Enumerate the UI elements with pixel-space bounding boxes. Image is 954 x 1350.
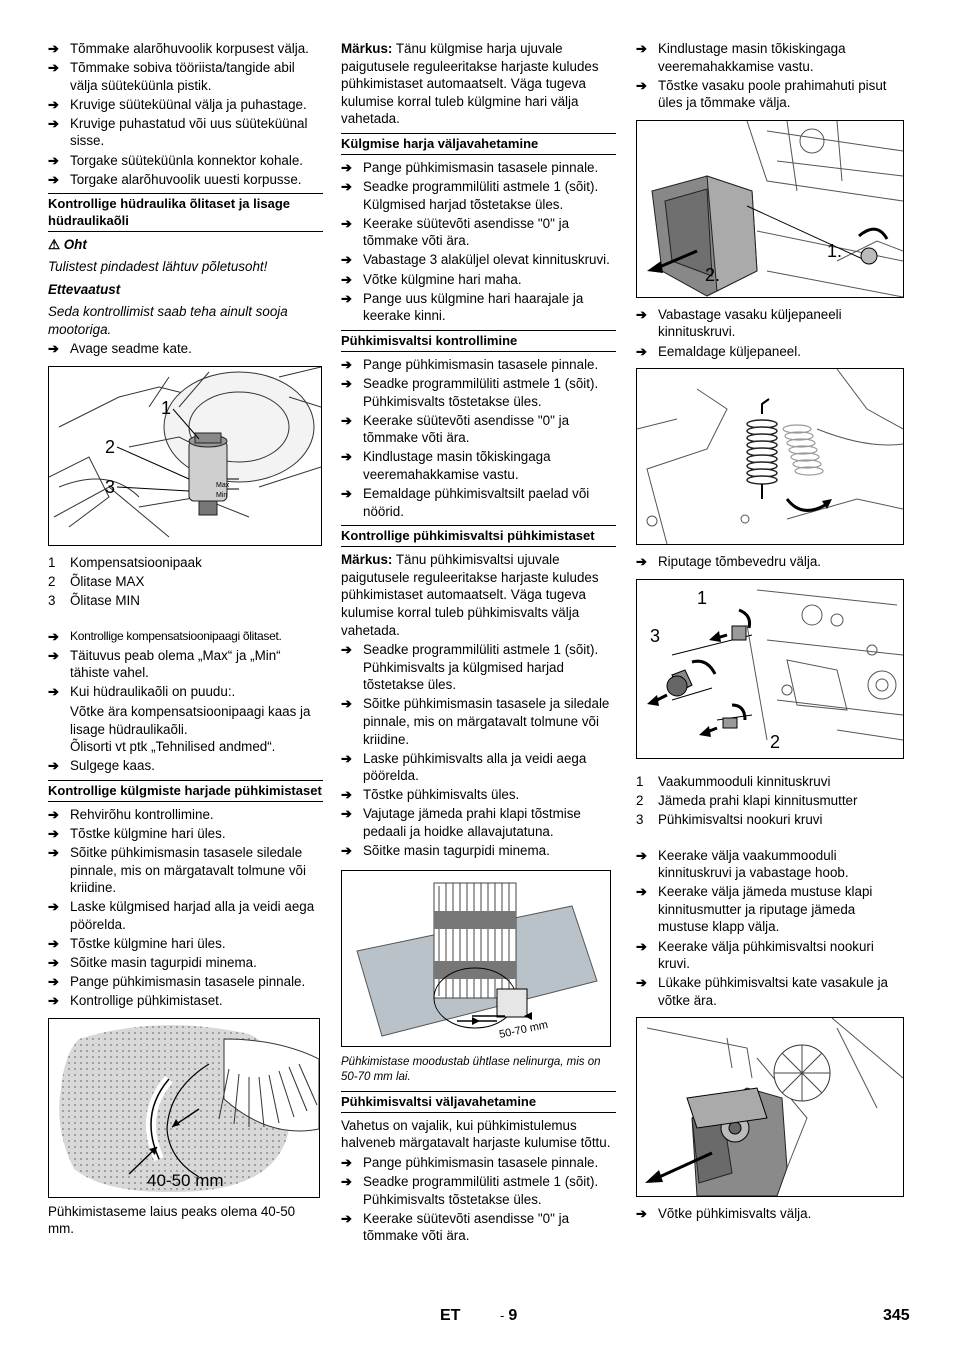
arrow-right-icon: ➔ (341, 215, 352, 231)
arrow-right-icon: ➔ (341, 159, 352, 175)
arrow-right-icon: ➔ (48, 647, 59, 663)
arrow-right-icon: ➔ (341, 179, 352, 195)
step-item: ➔ Avage seadme kate. (48, 341, 192, 357)
arrow-right-icon: ➔ (48, 936, 59, 951)
figure-compensation-tank (48, 366, 322, 546)
step-item: ➔ Tõstke külgmine hari üles. (48, 936, 226, 951)
arrow-right-icon: ➔ (341, 1174, 352, 1190)
step-item: ➔ Keerake süütevõti asendisse "0" ja tõmmake võti ära. (341, 1210, 570, 1244)
arrow-right-icon: ➔ (48, 115, 59, 131)
fig-label-40-50: 40-50 mm (147, 1170, 224, 1190)
step-item: ➔ Torgake süüteküünla konnektor kohale. (48, 152, 304, 168)
fig-label-3: 3 (650, 625, 661, 646)
step-item: ➔ Kindlustage masin tõkiskingaga veeremahakkamise vastu. (636, 41, 846, 74)
arrow-right-icon: ➔ (48, 60, 59, 76)
arrow-right-icon: ➔ (48, 152, 59, 168)
figure-caption: Pühkimistaseme laius peaks olema 40-50 mm. (48, 1203, 296, 1237)
danger-text: Tulistest pindadest lähtuv põletusoht! (48, 258, 268, 274)
arrow-right-icon: ➔ (636, 41, 647, 56)
section-heading-hydraulic: Kontrollige hüdraulika õlitaset ja lisage hüdraulikaõli (48, 193, 323, 232)
arrow-right-icon: ➔ (636, 975, 647, 991)
step-item: ➔ Torgake alarõhuvoolik uuesti korpusse. (48, 171, 302, 187)
legend-item: 2 Õlitase MAX (48, 573, 145, 589)
step-item: ➔ Täituvus peab olema „Max“ ja „Min“ tähiste vahel. (48, 647, 281, 681)
page-number: 345 (883, 1307, 910, 1324)
arrow-right-icon: ➔ (341, 375, 352, 391)
arrow-right-icon: ➔ (341, 271, 352, 287)
fig-label-min: Min (216, 491, 228, 499)
step-item: ➔ Keerake süütevõti asendisse "0" ja tõmmake võti ära. (341, 412, 570, 446)
fig-label-2: 2 (105, 436, 116, 457)
arrow-right-icon: ➔ (48, 899, 59, 915)
arrow-right-icon: ➔ (48, 806, 59, 822)
arrow-right-icon: ➔ (48, 974, 59, 990)
step-item: ➔ Sulgege kaas. (48, 758, 155, 774)
fig-label-2: 2 (770, 731, 781, 752)
step-item: ➔ Seadke programmilüliti astmele 1 (sõit). Pühkimisvalts ja külgmised harjad tõstetakse üles. (341, 642, 599, 693)
legend-item: 1 Kompensatsioonipaak (48, 554, 202, 570)
section-heading-side-brush: Kontrollige külgmiste harjade pühkimistaset (48, 780, 323, 802)
arrow-right-icon: ➔ (48, 758, 59, 774)
arrow-right-icon: ➔ (48, 171, 59, 187)
figure-caption: Pühkimistase moodustab ühtlase nelinurga, mis on 50-70 mm lai. (341, 1055, 601, 1083)
step-item: ➔ Keerake välja vaakummooduli kinnituskruvi ja vabastage hoob. (636, 847, 849, 881)
figure-legend (636, 773, 908, 829)
language-code: ET (440, 1307, 461, 1324)
arrow-right-icon: ➔ (341, 1210, 352, 1226)
arrow-right-icon: ➔ (48, 955, 59, 971)
figure-roller-pattern (341, 870, 611, 1047)
step-item: ➔ Kindlustage masin tõkiskingaga veeremahakkamise vastu. (341, 449, 551, 482)
figure-hopper-removal (636, 120, 904, 298)
step-item: ➔ Vabastage 3 alaküljel olevat kinnituskruvi. (341, 252, 610, 268)
step-item: ➔ Vabastage vasaku küljepaneeli kinnituskruvi. (636, 306, 842, 340)
step-item: ➔ Riputage tõmbevedru välja. (636, 554, 822, 570)
arrow-right-icon: ➔ (636, 1206, 647, 1222)
fig-label-3: 3 (105, 476, 116, 497)
step-item: ➔ Lükake pühkimisvaltsi kate vasakule ja võtke ära. (636, 975, 888, 1008)
step-item: ➔ Võtke külgmine hari maha. (341, 271, 522, 287)
step-item: ➔ Tõstke pühkimisvalts üles. (341, 787, 520, 803)
step-item: ➔ Tõmmake sobiva tööriista/tangide abil välja süüteküünla pistik. (48, 60, 295, 93)
step-item: ➔ Keerake süütevõti asendisse "0" ja tõmmake võti ära. (341, 215, 570, 249)
page-footer (0, 1307, 954, 1331)
arrow-right-icon: ➔ (636, 343, 647, 359)
fig-label-1: 1 (161, 397, 172, 418)
figure-legend (48, 554, 323, 610)
section-heading-replace-roller: Pühkimisvaltsi väljavahetamine (341, 1091, 616, 1113)
column-3 (636, 40, 908, 1224)
arrow-right-icon: ➔ (48, 845, 59, 861)
arrow-right-icon: ➔ (341, 252, 352, 268)
arrow-right-icon: ➔ (636, 306, 647, 322)
arrow-right-icon: ➔ (636, 554, 647, 570)
step-item: ➔ Pange uus külgmine hari haarajale ja keerake kinni. (341, 290, 584, 324)
step-item: ➔ Kontrollige kompensatsioonipaagi õlitaset. (48, 628, 282, 644)
fig-label-max: Max (216, 481, 230, 489)
fig-label-1: 1 (697, 587, 708, 608)
step-item: ➔ Keerake välja jämeda mustuse klapi kinnitusmutter ja riputage jämeda mustuse klapp välja. (636, 884, 873, 935)
section-heading-check-roller: Pühkimisvaltsi kontrollimine (341, 330, 616, 352)
arrow-right-icon: ➔ (341, 787, 352, 803)
step-item: ➔ Pange pühkimismasin tasasele pinnale. (48, 974, 306, 990)
step-item: ➔ Pange pühkimismasin tasasele pinnale. (341, 356, 599, 372)
step-item: ➔ Sõitke pühkimismasin tasasele siledale pinnale, mis on märgatavalt tolmune või kriidine. (48, 845, 306, 896)
step-item: ➔ Sõitke pühkimismasin tasasele ja siledale pinnale, mis on märgatavalt tolmune või kriidine. (341, 696, 610, 747)
step-item: ➔ Sõitke masin tagurpidi minema. (48, 955, 257, 971)
arrow-right-icon: ➔ (48, 993, 59, 1009)
step-item: ➔ Tõstke vasaku poole prahimahuti pisut üles ja tõmmake välja. (636, 77, 887, 111)
step-item: ➔ Tõmmake alarõhuvoolik korpusest välja. (48, 41, 309, 56)
legend-item: 3 Õlitase MIN (48, 593, 140, 608)
step-item: ➔ Eemaldage küljepaneel. (636, 343, 801, 359)
step-item: ➔ Võtke pühkimisvalts välja. (636, 1206, 812, 1222)
arrow-right-icon: ➔ (341, 843, 352, 859)
arrow-right-icon: ➔ (636, 938, 647, 954)
step-item: ➔ Tõstke külgmine hari üles. (48, 825, 226, 841)
section-heading-roller-level: Kontrollige pühkimisvaltsi pühkimistaset (341, 525, 616, 547)
step-item: ➔ Eemaldage pühkimisvaltsilt paelad või nöörid. (341, 485, 590, 519)
legend-item: 3 Pühkimisvaltsi nookuri kruvi (636, 811, 823, 827)
step-item: ➔ Pange pühkimismasin tasasele pinnale. (341, 1154, 599, 1170)
arrow-right-icon: ➔ (341, 696, 352, 712)
arrow-right-icon: ➔ (341, 290, 352, 306)
step-item: ➔ Vajutage jämeda prahi klapi tõstmise pedaali ja hoidke allavajutatuna. (341, 806, 581, 840)
caution-label: Ettevaatust (48, 282, 121, 298)
legend-item: 2 Jämeda prahi klapi kinnitusmutter (636, 792, 858, 808)
steps-replace-side-brush (341, 159, 616, 325)
steps-side-brush (48, 806, 323, 1010)
step-item: ➔ Keerake välja pühkimisvaltsi nookuri kruvi. (636, 938, 874, 972)
figure-roller-removal (636, 1017, 904, 1197)
arrow-right-icon: ➔ (341, 356, 352, 372)
step-item: ➔ Pange pühkimismasin tasasele pinnale. (341, 159, 599, 175)
arrow-right-icon: ➔ (48, 825, 59, 841)
step-item: ➔ Sõitke masin tagurpidi minema. (341, 843, 550, 859)
figure-fastening-screws (636, 579, 904, 759)
arrow-right-icon: ➔ (636, 847, 647, 863)
column-1 (48, 40, 323, 1240)
legend-item: 1 Vaakummooduli kinnituskruvi (636, 773, 831, 789)
step-item: ➔ Rehvirõhu kontrollimine. (48, 806, 214, 822)
arrow-right-icon: ➔ (48, 684, 59, 700)
arrow-right-icon: ➔ (48, 341, 59, 357)
step-item: ➔ Kruvige puhastatud või uus süüteküünal sisse. (48, 115, 308, 149)
step-item: ➔ Seadke programmilüliti astmele 1 (sõit). Pühkimisvalts tõstetakse üles. (341, 375, 599, 409)
arrow-right-icon: ➔ (636, 884, 647, 900)
figure-tension-spring (636, 368, 904, 545)
fig-label-50-70: 50-70 mm (498, 1018, 550, 1041)
arrow-right-icon: ➔ (48, 41, 59, 56)
steps-roller-level (341, 641, 616, 860)
steps-spark-plug (48, 40, 323, 188)
arrow-right-icon: ➔ (341, 750, 352, 766)
step-item: ➔ Kui hüdraulikaõli on puudu:. Võtke ära kompensatsioonipaagi kaas ja lisage hüdraulikaõli. Õlisorti vt ptk „Tehnilised andmed“. (48, 684, 311, 755)
fig-label-step-2: 2. (705, 264, 721, 285)
steps-check-roller (341, 356, 616, 520)
arrow-right-icon: ➔ (636, 77, 647, 93)
arrow-right-icon: ➔ (341, 642, 352, 658)
column-2 (341, 40, 616, 1246)
arrow-right-icon: ➔ (341, 412, 352, 428)
caution-text: Seda kontrollimist saab teha ainult sooja mootoriga. (48, 304, 288, 337)
replace-intro: Vahetus on vajalik, kui pühkimistulemus halveneb märgatavalt harjaste kulumise tõttu. (341, 1117, 611, 1151)
step-item: ➔ Kruvige süüteküünal välja ja puhastage. (48, 96, 307, 112)
arrow-right-icon: ➔ (48, 628, 59, 644)
step-item: ➔ Laske külgmised harjad alla ja veidi aega pöörelda. (48, 899, 315, 932)
note-side-brush: Märkus: Tänu külgmise harja ujuvale paigutusele reguleeritakse harjaste kuludes pühkimistaset automaatselt. Väga tugeva kulumise korral tuleb külgmine hari välja vahetada. (341, 41, 599, 127)
step-item: ➔ Laske pühkimisvalts alla ja veidi aega pöörelda. (341, 750, 587, 784)
fig-label-step-1: 1. (827, 240, 843, 261)
arrow-right-icon: ➔ (341, 449, 352, 465)
steps-replace-roller (341, 1154, 616, 1245)
arrow-right-icon: ➔ (48, 96, 59, 112)
section-page-number: - 9 (500, 1307, 518, 1324)
arrow-right-icon: ➔ (341, 485, 352, 501)
step-item: ➔ Kontrollige pühkimistaset. (48, 993, 223, 1009)
step-item: ➔ Seadke programmilüliti astmele 1 (sõit). Pühkimisvalts tõstetakse üles. (341, 1174, 599, 1207)
note-roller: Märkus: Tänu pühkimisvaltsi ujuvale paigutusele reguleeritakse harjaste kuludes pühkimistaset automaatselt. Väga tugeva kulumise korral tuleb pühkimisvalts välja vahetada. (341, 552, 599, 638)
danger-label: ⚠ Oht (48, 237, 87, 253)
step-item: ➔ Seadke programmilüliti astmele 1 (sõit). Külgmised harjad tõstetakse üles. (341, 179, 599, 212)
arrow-right-icon: ➔ (341, 806, 352, 822)
arrow-right-icon: ➔ (341, 1154, 352, 1170)
warning-triangle-icon: ⚠ (48, 237, 61, 253)
section-heading-replace-side-brush: Külgmise harja väljavahetamine (341, 133, 616, 155)
figure-side-brush-pattern (48, 1018, 320, 1198)
